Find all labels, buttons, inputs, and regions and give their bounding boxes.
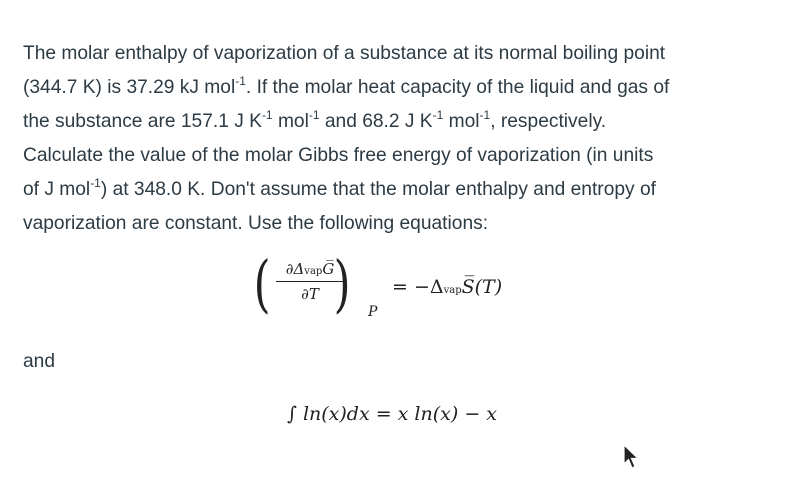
superscript-minus-one: -1 [90, 175, 101, 190]
superscript-minus-one: -1 [235, 73, 246, 88]
problem-paragraph [23, 37, 788, 241]
problem-line-4: Calculate the value of the molar Gibbs free energy of vaporization (in units [23, 145, 654, 166]
equation-right-hand-side: = −ΔvapS̅(T) [392, 276, 503, 298]
right-parenthesis: ) [333, 247, 351, 320]
problem-statement [23, 37, 788, 241]
problem-line-3-part-a: the substance are 157.1 J K [23, 111, 262, 132]
fraction-numerator: ∂ΔvapG̅ [285, 260, 335, 278]
superscript-minus-one: -1 [479, 107, 491, 122]
mouse-pointer-icon [622, 444, 640, 470]
problem-line-2-part-b: . If the molar heat capacity of the liquid and gas of [245, 77, 670, 98]
integral-equation-text: ∫ ln(x)dx = x ln(x) − x [287, 403, 497, 425]
problem-line-3-part-d: mol [443, 111, 480, 132]
integral-equation [287, 397, 497, 431]
gibbs-derivative-equation [250, 248, 570, 332]
problem-line-5-part-a: of J mol [23, 179, 91, 200]
connector-text: and [23, 351, 56, 372]
superscript-minus-one: -1 [432, 107, 444, 122]
superscript-minus-one: -1 [261, 107, 273, 122]
left-parenthesis: ( [253, 247, 271, 320]
problem-line-2-part-a: (344.7 K) is 37.29 kJ mol [23, 77, 236, 98]
problem-line-3-part-e: , respectively. [490, 111, 607, 132]
fraction-denominator: ∂T [301, 285, 319, 303]
problem-line-5-part-b: ) at 348.0 K. Don't assume that the molar enthalpy and entropy of [100, 179, 656, 200]
constant-pressure-subscript: P [368, 304, 378, 320]
superscript-minus-one: -1 [308, 107, 320, 122]
problem-line-1: The molar enthalpy of vaporization of a substance at its normal boiling point [23, 43, 666, 64]
problem-line-3-part-b: mol [272, 111, 309, 132]
problem-line-3-part-c: and 68.2 J K [319, 111, 433, 132]
problem-line-6: vaporization are constant. Use the following equations: [23, 213, 489, 234]
